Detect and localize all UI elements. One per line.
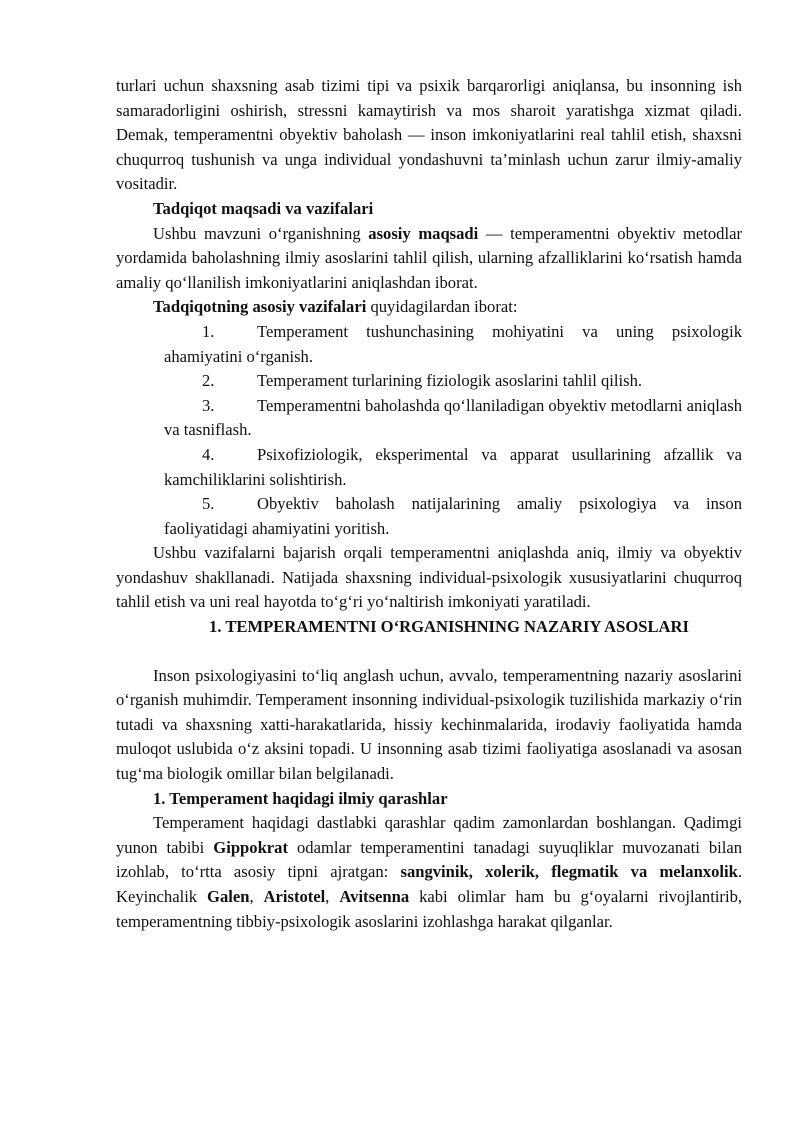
chapter-title: 1. TEMPERAMENTNI O‘RGANISHNING NAZARIY ASOSLARI	[209, 617, 689, 637]
task-text: Temperamentni baholashda qo‘llaniladigan obyektiv metodlarni aniqlash va tasniflash.	[164, 395, 742, 440]
task-item	[116, 394, 742, 443]
task-text: Temperament turlarining fiziologik asoslarini tahlil qilish.	[257, 371, 643, 391]
task-item	[116, 320, 742, 369]
history-text: Temperament haqidagi dastlabki qarashlar qadim zamonlardan boshlangan. Qadimgi yunon tabibi	[116, 813, 742, 857]
history-paragraph	[116, 811, 742, 934]
task-number: 4.	[202, 444, 215, 464]
task-number: 2.	[202, 371, 215, 391]
goal-paragraph	[116, 222, 742, 296]
separator: ,	[249, 887, 264, 906]
tasks-bold: Tadqiqotning asosiy vazifalari	[153, 297, 367, 317]
task-item	[116, 443, 742, 492]
history-text: . Keyinchalik	[116, 862, 742, 906]
task-item	[116, 369, 742, 394]
name-avitsenna: Avitsenna	[339, 887, 410, 906]
page-content	[116, 74, 742, 934]
sub-heading: 1. Temperament haqidagi ilmiy qarashlar	[153, 788, 448, 808]
goal-text-end: — temperamentni obyektiv metodlar yordamida baholashning ilmiy asoslarini tahlil qilish, ularning afzalliklarini ko‘rsatish hamda amaliy qo‘llanilish imkoniyatlarini aniqlashdan iborat.	[116, 223, 742, 292]
tasks-intro-paragraph	[116, 295, 742, 320]
name-aristotel: Aristotel	[263, 887, 326, 906]
conclusion-paragraph: Ushbu vazifalarni bajarish orqali temperamentni aniqlashda aniq, ilmiy va obyektiv yondashuv shakllanadi. Natijada shaxsning individual-psixologik xususiyatlarini chuqurroq tahlil etish va uni real hayotda to‘g‘ri yo‘naltirish imkoniyati yaratiladi.	[116, 543, 742, 612]
spacer	[116, 640, 742, 664]
goal-bold: asosiy maqsadi	[368, 223, 479, 243]
name-galen: Galen	[207, 887, 250, 906]
history-text: kabi olimlar ham bu g‘oyalarni rivojlantirib, temperamentning tibbiy-psixologik asoslarini izohlashga harakat qilganlar.	[116, 887, 743, 931]
task-text: Psixofiziologik, eksperimental va apparat usullarining afzallik va kamchiliklarini solishtirish.	[164, 444, 742, 489]
temperament-types: sangvinik, xolerik, flegmatik va melanxolik	[400, 862, 738, 882]
task-number: 1.	[202, 321, 215, 341]
section-heading: Tadqiqot maqsadi va vazifalari	[153, 198, 374, 218]
task-number: 5.	[202, 494, 215, 514]
separator: ,	[325, 887, 340, 906]
task-text: Temperament tushunchasining mohiyatini va uning psixologik ahamiyatini o‘rganish.	[164, 321, 742, 366]
tasks-intro-text: quyidagilardan iborat:	[366, 297, 518, 317]
goal-text-start: Ushbu mavzuni o‘rganishning	[153, 223, 369, 243]
chapter-intro-paragraph: Inson psixologiyasini to‘liq anglash uchun, avvalo, temperamentning nazariy asoslarini o‘rganish muhimdir. Temperament insonning individual-psixologik tuzilishida markaziy o‘rin tutadi va shaxsning xatti-harakatlarida, hissiy kechinmalarida, irodaviy faoliyatida hamda muloqot uslubida o‘z aksini topadi. U insonning asab tizimi faoliyatiga asoslanadi va asosan tug‘ma biologik omillar bilan belgilanadi.	[116, 665, 742, 784]
name-gippokrat: Gippokrat	[213, 837, 288, 857]
task-item	[116, 492, 742, 541]
task-text: Obyektiv baholash natijalarining amaliy psixologiya va inson faoliyatidagi ahamiyatini yoritish.	[164, 494, 742, 538]
history-text: odamlar temperamentini tanadagi suyuqliklar muvozanati bilan izohlab, to‘rtta asosiy tipni ajratgan:	[116, 837, 742, 882]
task-number: 3.	[202, 395, 215, 415]
intro-continuation-paragraph: turlari uchun shaxsning asab tizimi tipi va psixik barqarorligi aniqlansa, bu insonning ish samaradorligini oshirish, stressni kamaytirish va mos sharoit yaratishga xizmat qiladi. Demak, temperamentni obyektiv baholash — inson imkoniyatlarini real tahlil etish, shaxsni chuqurroq tushunish va unga individual yondashuvni ta’minlash uchun zarur ilmiy-amaliy vositadir.	[116, 76, 742, 194]
